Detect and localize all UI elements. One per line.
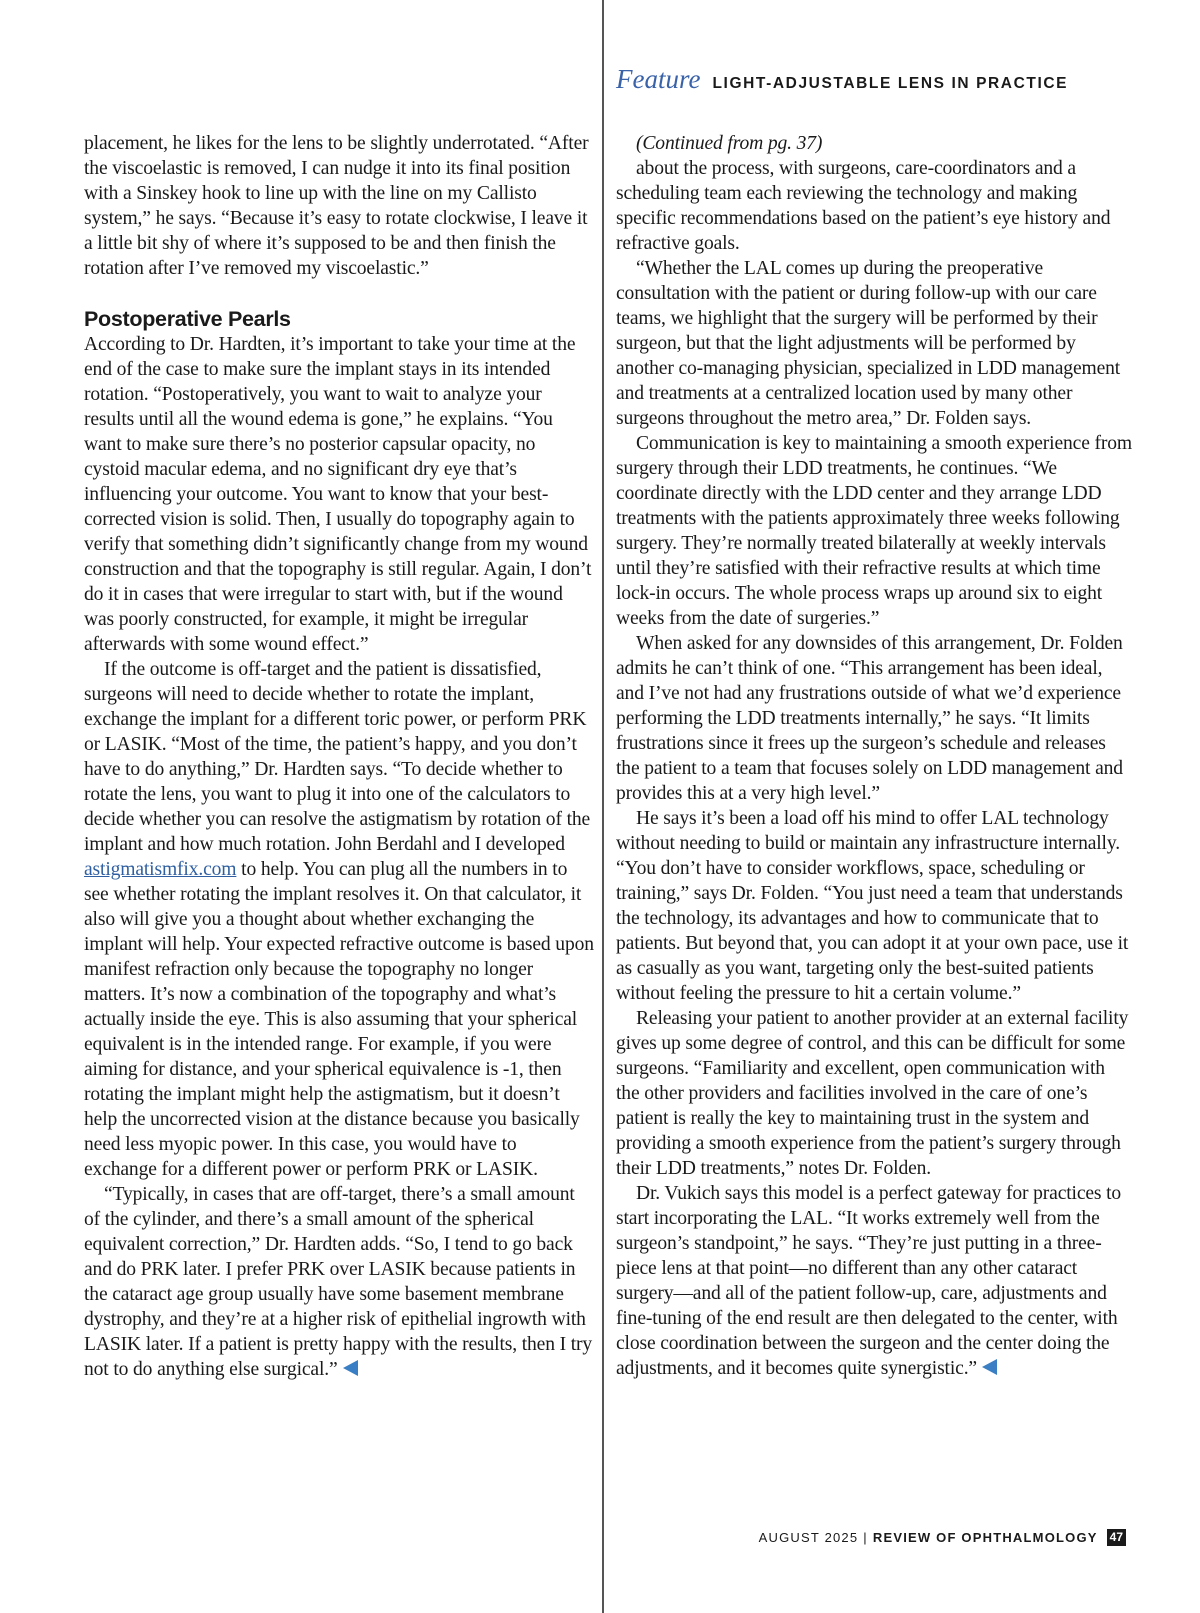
paragraph: about the process, with surgeons, care-coordinators and a scheduling team each reviewing the technology and making specific recommendations based on the patient’s eye history and refractive goals. <box>616 158 1111 254</box>
astigmatismfix-link[interactable]: astigmatismfix.com <box>84 859 237 880</box>
publication-name: REVIEW OF OPHTHALMOLOGY <box>872 1530 1098 1545</box>
article-running-title: LIGHT-ADJUSTABLE LENS IN PRACTICE <box>712 75 1069 92</box>
paragraph <box>84 1182 594 1382</box>
column-divider <box>602 0 604 1613</box>
page-header <box>616 64 1068 95</box>
paragraph-text: If the outcome is off-target and the patient is dissatisfied, surgeons will need to decide whether to rotate the implant, exchange the implant for a different toric power, or perform PRK or LASIK. “Most of the time, the patient’s happy, and you don’t have to do anything,” Dr. Hardten says. “To decide whether to rotate the lens, you want to plug it into one of the calculators to decide whether you can resolve the astigmatism by rotation of the implant and how much rotation. John Berdahl and I developed <box>84 659 591 855</box>
paragraph: He says it’s been a load off his mind to offer LAL technology without needing to build or maintain any infrastructure internally. “You don’t have to consider workflows, space, scheduling or training,” says Dr. Folden. “You just need a team that understands the technology, its advantages and how to communicate that to patients. But beyond that, you can adopt it at your own pace, use it as casually as you want, targeting only the best-suited patients without feeling the pressure to hit a certain volume.” <box>616 808 1129 1004</box>
paragraph-with-link <box>84 657 594 1182</box>
paragraph: When asked for any downsides of this arrangement, Dr. Folden admits he can’t think of one. “This arrangement has been ideal, and I’ve not had any frustrations outside of what we’d experience performing the LDD treatments internally,” he says. “It limits frustrations since it frees up the surgeon’s schedule and releases the patient to a team that focuses solely on LDD management and provides this at a very high level.” <box>616 633 1123 804</box>
paragraph: According to Dr. Hardten, it’s important to take your time at the end of the case to make sure the implant stays in its intended rotation. “Postoperatively, you want to wait to analyze your results until all the wound edema is gone,” he explains. “You want to make sure there’s no posterior capsular opacity, no cystoid macular edema, and no significant dry eye that’s influencing your outcome. You want to know that your best-corrected vision is solid. Then, I usually do topography again to verify that something didn’t significantly change from my wound construction and that the topography is still regular. Again, I don’t do it in cases that were irregular to start with, but if the wound was poorly constructed, for example, it might be irregular afterwards with some wound effect.” <box>84 334 592 655</box>
end-of-article-triangle-icon <box>982 1359 997 1375</box>
right-column <box>616 131 1132 1381</box>
section-label: Feature <box>616 64 701 94</box>
paragraph-text: “Typically, in cases that are off-target, there’s a small amount of the cylinder, and there’s a small amount of the spherical equivalent correction,” Dr. Hardten adds. “So, I tend to go back and do PRK later. I prefer PRK over LASIK because patients in the cataract age group usually have some basement membrane dystrophy, and they’re at a higher risk of epithelial ingrowth with LASIK later. If a patient is pretty happy with the results, then I try not to do anything else surgical.” <box>84 1184 593 1380</box>
paragraph <box>616 1181 1132 1381</box>
paragraph: Releasing your patient to another provider at an external facility gives up some degree of control, and this can be difficult for some surgeons. “Familiarity and excellent, open communication with the other providers and facilities involved in the care of one’s patient is really the key to maintaining trust in the system and providing a smooth experience from the patient’s surgery through their LDD treatments,” notes Dr. Folden. <box>616 1008 1129 1179</box>
end-of-article-triangle-icon <box>343 1360 358 1376</box>
page-number: 47 <box>1107 1529 1126 1546</box>
left-column <box>84 131 594 1382</box>
footer-separator: | <box>863 1530 868 1545</box>
issue-date: AUGUST 2025 <box>758 1530 859 1545</box>
continued-from-note: (Continued from pg. 37) <box>636 133 823 154</box>
paragraph-text: Dr. Vukich says this model is a perfect gateway for practices to start incorporating the LAL. “It works extremely well from the surgeon’s standpoint,” he says. “They’re just putting in a three-piece lens at that point—no different than any other cataract surgery—and all of the patient follow-up, care, adjustments and fine-tuning of the end result are then delegated to the center, with close coordination between the surgeon and the center doing the adjustments, and it becomes quite synergistic.” <box>616 1183 1122 1379</box>
paragraph: Communication is key to maintaining a smooth experience from surgery through their LDD treatments, he continues. “We coordinate directly with the LDD center and they arrange LDD treatments with the patients approximately three weeks following surgery. They’re normally treated bilaterally at weekly intervals until they’re satisfied with their refractive results at which time lock-in occurs. The whole process wraps up around six to eight weeks from the date of surgeries.” <box>616 433 1132 629</box>
paragraph: placement, he likes for the lens to be slightly underrotated. “After the viscoelastic is removed, I can nudge it into its final position with a Sinskey hook to line up with the line on my Callisto system,” he says. “Because it’s easy to rotate clockwise, I leave it a little bit shy of where it’s supposed to be and then finish the rotation after I’ve removed my viscoelastic.” <box>84 133 589 279</box>
subhead-postoperative-pearls: Postoperative Pearls <box>84 307 291 331</box>
paragraph-text: to help. You can plug all the numbers in to see whether rotating the implant resolves it. On that calculator, it also will give you a thought about whether exchanging the implant will help. Your expected refractive outcome is based upon manifest refraction only because the topography no longer matters. It’s now a combination of the topography and what’s actually inside the eye. This is also assuming that your spherical equivalent is in the intended range. For example, if you were aiming for distance, and your spherical equivalence is -1, then rotating the implant might help the astigmatism, but it doesn’t help the uncorrected vision at the distance because you basically need less myopic power. In this case, you would have to exchange for a different power or perform PRK or LASIK. <box>84 859 594 1180</box>
paragraph: “Whether the LAL comes up during the preoperative consultation with the patient or during follow-up with our care teams, we highlight that the surgery will be performed by their surgeon, but that the light adjustments will be performed by another co-managing physician, specialized in LDD management and treatments at a centralized location used by many other surgeons throughout the metro area,” Dr. Folden says. <box>616 258 1121 429</box>
page-footer <box>759 1529 1126 1546</box>
